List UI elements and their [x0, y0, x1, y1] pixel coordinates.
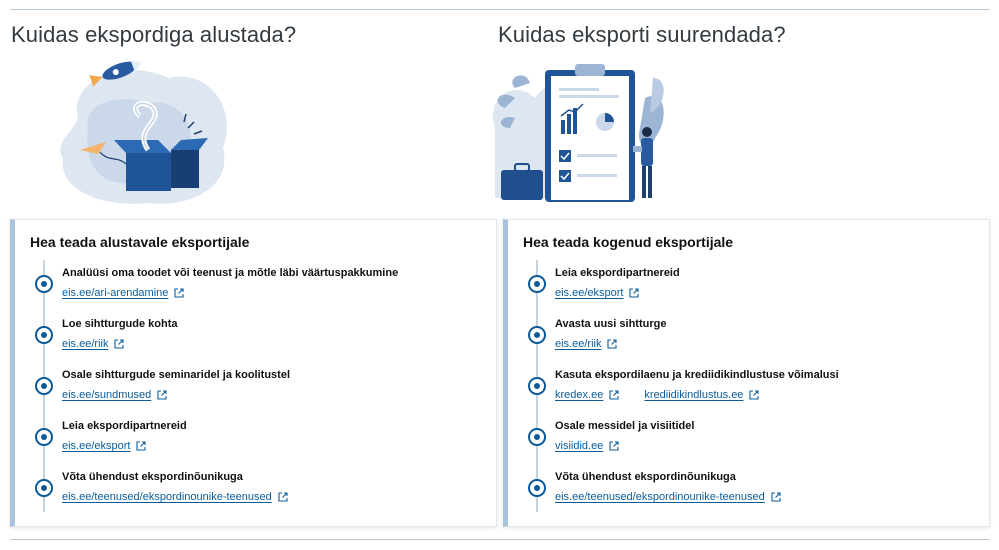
step-link[interactable]: eis.ee/teenused/ekspordinounike-teenused	[62, 491, 288, 503]
step-title: Võta ühendust ekspordinõunikuga	[62, 471, 243, 483]
card-title: Hea teada alustavale eksportijale	[30, 234, 250, 250]
timeline-step	[35, 362, 475, 413]
external-link-icon	[278, 492, 288, 502]
step-title: Loe sihtturgude kohta	[62, 318, 178, 330]
step-link[interactable]: eis.ee/eksport	[62, 440, 146, 452]
step-title: Osale messidel ja visiitidel	[555, 420, 695, 432]
bottom-divider	[10, 539, 990, 540]
timeline-step	[35, 260, 475, 311]
experienced-exporter-card	[503, 219, 990, 527]
external-link-icon	[174, 288, 184, 298]
timeline-step	[35, 311, 475, 362]
step-title: Analüüsi oma toodet või teenust ja mõtle läbi väärtuspakkumine	[62, 267, 399, 279]
timeline-step	[528, 260, 968, 311]
clipboard-report-illustration	[475, 58, 685, 208]
timeline-dot-icon	[35, 428, 53, 446]
top-divider	[10, 9, 990, 10]
step-title: Osale sihtturgude seminaridel ja koolitustel	[62, 369, 291, 381]
external-link-icon	[607, 339, 617, 349]
external-link-icon	[157, 390, 167, 400]
external-link-icon	[609, 441, 619, 451]
timeline-dot-icon	[528, 275, 546, 293]
timeline-step	[528, 362, 968, 413]
external-link-icon	[749, 390, 759, 400]
step-title: Leia ekspordipartnereid	[555, 267, 680, 279]
step-title: Avasta uusi sihtturge	[555, 318, 667, 330]
timeline-dot-icon	[35, 377, 53, 395]
timeline-step	[35, 464, 475, 515]
timeline-step	[35, 413, 475, 464]
timeline-step	[528, 311, 968, 362]
timeline-dot-icon	[528, 479, 546, 497]
section-heading: Kuidas eksporti suurendada?	[498, 22, 786, 47]
timeline-dot-icon	[528, 326, 546, 344]
step-link[interactable]: eis.ee/riik	[62, 338, 124, 350]
external-link-icon	[629, 288, 639, 298]
step-link[interactable]: eis.ee/teenused/ekspordinounike-teenused	[555, 491, 781, 503]
step-link[interactable]: krediidikindlustus.ee	[644, 389, 759, 401]
timeline-dot-icon	[35, 275, 53, 293]
beginner-exporter-card	[10, 219, 497, 527]
timeline-dot-icon	[528, 377, 546, 395]
step-link[interactable]: eis.ee/riik	[555, 338, 617, 350]
step-link[interactable]: eis.ee/eksport	[555, 287, 639, 299]
timeline-dot-icon	[35, 326, 53, 344]
external-link-icon	[114, 339, 124, 349]
external-link-icon	[609, 390, 619, 400]
rocket-box-illustration	[48, 58, 238, 208]
external-link-icon	[771, 492, 781, 502]
timeline-dot-icon	[35, 479, 53, 497]
step-link[interactable]: kredex.ee	[555, 389, 619, 401]
timeline-dot-icon	[528, 428, 546, 446]
section-heading: Kuidas ekspordiga alustada?	[11, 22, 297, 47]
step-title: Võta ühendust ekspordinõunikuga	[555, 471, 736, 483]
step-title: Leia ekspordipartnereid	[62, 420, 187, 432]
step-link[interactable]: eis.ee/sundmused	[62, 389, 167, 401]
external-link-icon	[136, 441, 146, 451]
timeline-step	[528, 413, 968, 464]
timeline-step	[528, 464, 968, 515]
step-link[interactable]: visiidid.ee	[555, 440, 619, 452]
card-title: Hea teada kogenud eksportijale	[523, 234, 734, 250]
step-title: Kasuta ekspordilaenu ja krediidikindlustuse võimalusi	[555, 369, 839, 381]
step-link[interactable]: eis.ee/ari-arendamine	[62, 287, 184, 299]
